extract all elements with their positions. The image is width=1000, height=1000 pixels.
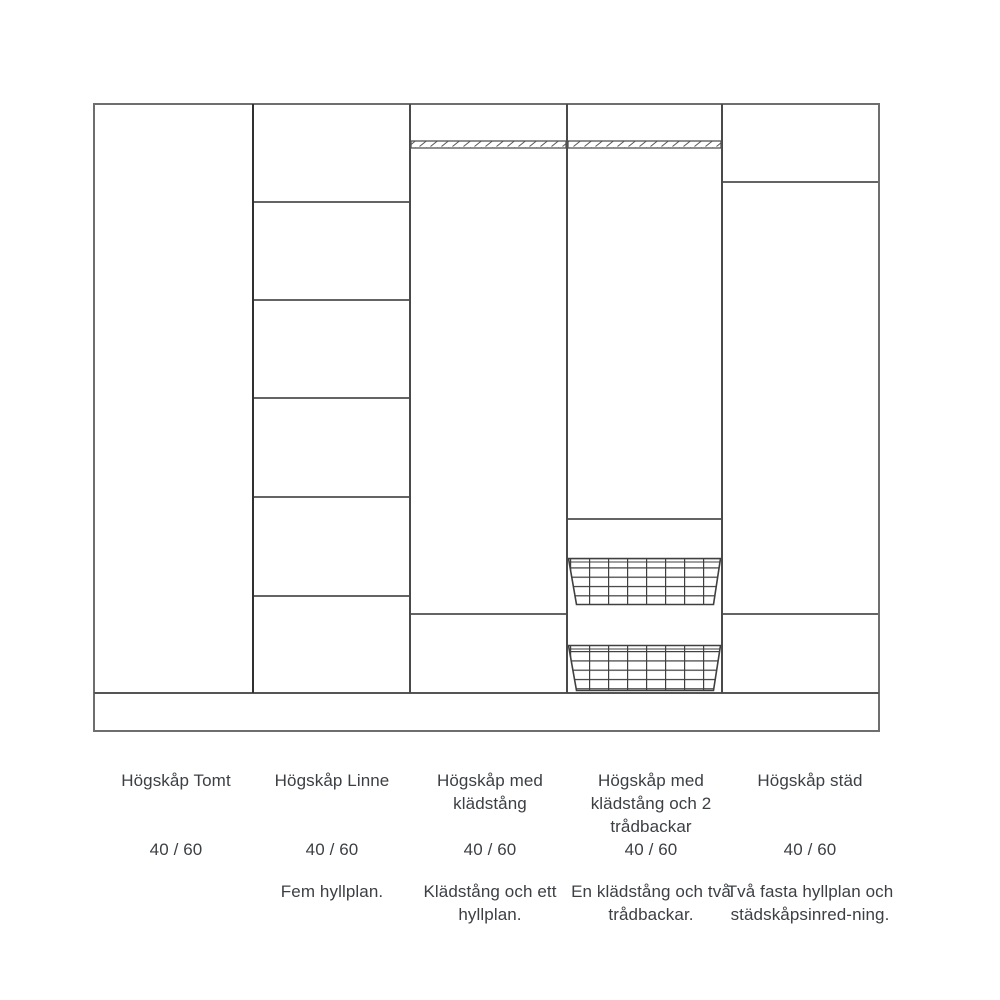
cabinet-size: 40 / 60 (305, 840, 359, 859)
cabinet-frame (94, 104, 879, 731)
clothes-rail-icon (411, 141, 566, 148)
cabinet-description: Fem hyllplan. (280, 882, 384, 901)
cabinet-size: 40 / 60 (149, 840, 203, 859)
clothes-rail-icon (568, 141, 721, 148)
cabinet-description: Två fasta hyllplan och städskåpsinred-ning. (726, 882, 894, 924)
cabinet-name: Högskåp Linne (274, 771, 390, 790)
shelves-hogskap-stad (723, 182, 878, 614)
cabinet-size: 40 / 60 (783, 840, 837, 859)
cabinet-name: Högskåp Tomt (121, 771, 231, 790)
cabinet-description: Klädstång och ett hyllplan. (423, 882, 557, 924)
cabinet-description: En klädstång och två trådbackar. (571, 882, 731, 924)
wire-basket-icon (569, 559, 721, 605)
shelves-hogskap-linne (254, 202, 409, 596)
cabinet-name: Högskåp städ (757, 771, 863, 790)
cabinet-size: 40 / 60 (463, 840, 517, 859)
wire-basket-icon (569, 646, 721, 691)
cabinet-size: 40 / 60 (624, 840, 678, 859)
cabinet-name: Högskåp med klädstång (437, 771, 543, 813)
cabinet-name: Högskåp med klädstång och 2 trådbackar (590, 771, 712, 836)
